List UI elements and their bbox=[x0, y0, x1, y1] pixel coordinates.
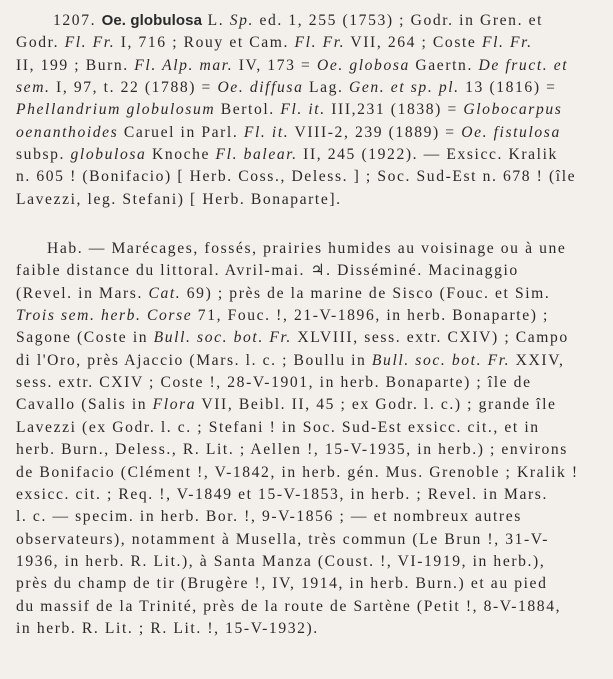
text-run: Fl. Fr. bbox=[64, 34, 116, 52]
text-run: 69) ; près de la marine de Sisco (Fouc. et Sim. bbox=[181, 284, 551, 302]
text-run: Flora bbox=[152, 396, 197, 414]
habitat-line bbox=[16, 394, 557, 416]
text-run: Hab. — Marécages, fossés, prairies humides au voisinage ou à une bbox=[47, 240, 567, 257]
entry-line bbox=[16, 99, 562, 121]
text-run: globulosa bbox=[70, 146, 147, 164]
habitat-line bbox=[16, 305, 549, 327]
text-run: L. bbox=[207, 12, 230, 29]
text-run: sem. bbox=[16, 79, 51, 97]
text-run: Sagone (Coste in bbox=[16, 329, 154, 347]
text-run: Gaertn. bbox=[409, 56, 479, 74]
text-run: Caruel in Parl. bbox=[118, 123, 244, 141]
text-run: Oe. fistulosa bbox=[461, 123, 561, 141]
entry-line bbox=[16, 32, 533, 54]
text-run: Bull. soc. bot. Fr. bbox=[371, 351, 511, 369]
text-run: VIII-2, 239 (1889) = bbox=[289, 123, 462, 141]
text-run: Globocarpus bbox=[463, 101, 563, 119]
text-run: (Revel. in Mars. bbox=[16, 284, 149, 302]
text-run: Fl. Alp. mar. bbox=[134, 56, 234, 74]
text-run: n. 605 ! (Bonifacio) [ Herb. Coss., Deless. ] ; Soc. Sud-Est n. 678 ! (île bbox=[16, 168, 577, 186]
text-run: Oe. globosa bbox=[316, 56, 410, 74]
text-run: observateurs), notamment à Musella, très commun (Le Brun !, 31-V- bbox=[16, 530, 550, 548]
text-run: III,231 (1838) = bbox=[325, 101, 464, 119]
text-run: I, 97, t. 22 (1788) = bbox=[50, 79, 218, 97]
text-run: subsp. bbox=[16, 146, 71, 164]
habitat-line bbox=[16, 573, 547, 595]
entry-line bbox=[16, 144, 558, 166]
text-run: Knoche bbox=[146, 146, 216, 164]
text-run: Phellandrium globulosum bbox=[16, 101, 216, 119]
entry-line bbox=[16, 189, 342, 211]
text-run: Fl. it. bbox=[280, 101, 326, 119]
species-name: Oe. globulosa bbox=[101, 12, 203, 29]
text-run: Sp. bbox=[229, 12, 254, 29]
entry-number: 1207. bbox=[53, 12, 97, 29]
text-run: Cavallo (Salis in bbox=[16, 396, 153, 414]
text-run: VII, Beibl. II, 45 ; ex Godr. l. c.) ; grande île bbox=[196, 396, 557, 414]
text-run: 13 (1816) = bbox=[459, 79, 557, 97]
text-run: 71, Fouc. !, 21-V-1896, in herb. Bonaparte) ; bbox=[192, 307, 549, 325]
text-run: Lavezzi, leg. Stefani) [ Herb. Bonaparte]. bbox=[16, 190, 342, 208]
habitat-line bbox=[16, 260, 519, 282]
habitat-line bbox=[16, 283, 550, 305]
text-run: II, 199 ; Burn. bbox=[16, 56, 135, 74]
habitat-line bbox=[16, 350, 565, 372]
habitat-line bbox=[16, 506, 522, 528]
habitat-line bbox=[16, 462, 579, 484]
text-run: près du champ de tir (Brugère !, IV, 1914, in herb. Burn.) et au pied bbox=[16, 575, 548, 593]
habitat-line bbox=[16, 439, 568, 461]
text-run: Fl. balear. bbox=[215, 146, 298, 164]
text-run: di l'Oro, près Ajaccio (Mars. l. c. ; Boullu in bbox=[16, 351, 372, 369]
entry-line bbox=[16, 55, 568, 77]
text-run: sess. extr. CXIV ; Coste !, 28-V-1901, in herb. Bonaparte) ; île de bbox=[16, 374, 532, 392]
habitat-line bbox=[16, 327, 569, 349]
text-run: Cat. bbox=[148, 284, 182, 302]
text-run: Trois sem. herb. Corse bbox=[16, 307, 193, 325]
entry-line bbox=[53, 10, 543, 32]
text-run: I, 716 ; Rouy et Cam. bbox=[115, 34, 295, 52]
text-run: faible distance du littoral. Avril-mai. ♃. Disséminé. Macinaggio bbox=[16, 262, 519, 280]
habitat-line bbox=[16, 372, 532, 394]
text-run: Lavezzi (ex Godr. l. c. ; Stefani ! in Soc. Sud-Est exsicc. cit., et in bbox=[16, 418, 540, 436]
habitat-line bbox=[16, 529, 549, 551]
text-run: in herb. R. Lit. ; R. Lit. !, 15-V-1932). bbox=[16, 619, 319, 637]
text-run: Bertol. bbox=[215, 101, 281, 119]
text-run: Fl. Fr. bbox=[294, 34, 346, 52]
text-run: ed. 1, 255 (1753) ; Godr. in Gren. et bbox=[254, 12, 544, 29]
habitat-line bbox=[16, 417, 540, 439]
text-run: XLVIII, sess. extr. CXIV) ; Campo bbox=[291, 329, 569, 347]
habitat-line bbox=[16, 618, 319, 640]
text-run: Godr. bbox=[16, 34, 65, 52]
text-run: Oe. diffusa bbox=[217, 79, 304, 97]
habitat-line bbox=[47, 238, 566, 260]
text-run: herb. Burn., Deless., R. Lit. ; Aellen !, 15-V-1935, in herb.) ; environs bbox=[16, 441, 568, 459]
habitat-line bbox=[16, 596, 561, 618]
text-run: De fruct. et bbox=[478, 56, 569, 74]
text-run: Gen. et sp. pl. bbox=[349, 79, 460, 97]
text-run: Fl. it. bbox=[243, 123, 290, 141]
text-run: de Bonifacio (Clément !, V-1842, in herb. gén. Mus. Grenoble ; Kralik ! bbox=[16, 463, 579, 481]
text-run: II, 245 (1922). — Exsicc. Kralik bbox=[297, 146, 558, 164]
text-run: XXIV, bbox=[510, 351, 565, 369]
entry-line bbox=[16, 166, 576, 188]
text-run: du massif de la Trinité, près de la route de Sartène (Petit !, 8-V-1884, bbox=[16, 597, 562, 615]
text-run: Fl. Fr. bbox=[481, 34, 533, 52]
entry-line bbox=[16, 122, 561, 144]
text-run: 1936, in herb. R. Lit.), à Santa Manza (Coust. !, VI-1919, in herb.), bbox=[16, 552, 546, 570]
text-run: Lag. bbox=[303, 79, 350, 97]
entry-line bbox=[16, 77, 557, 99]
text-run: l. c. — specim. in herb. Bor. !, 9-V-1856 ; — et nombreux autres bbox=[16, 508, 522, 526]
text-run: exsicc. cit. ; Req. !, V-1849 et 15-V-1853, in herb. ; Revel. in Mars. bbox=[16, 485, 548, 503]
habitat-line bbox=[16, 551, 545, 573]
text-run: Bull. soc. bot. Fr. bbox=[153, 329, 292, 347]
text-run: IV, 173 = bbox=[233, 56, 317, 74]
habitat-line bbox=[16, 484, 548, 506]
text-run: VII, 264 ; Coste bbox=[345, 34, 482, 52]
text-run: oenanthoides bbox=[16, 123, 119, 141]
